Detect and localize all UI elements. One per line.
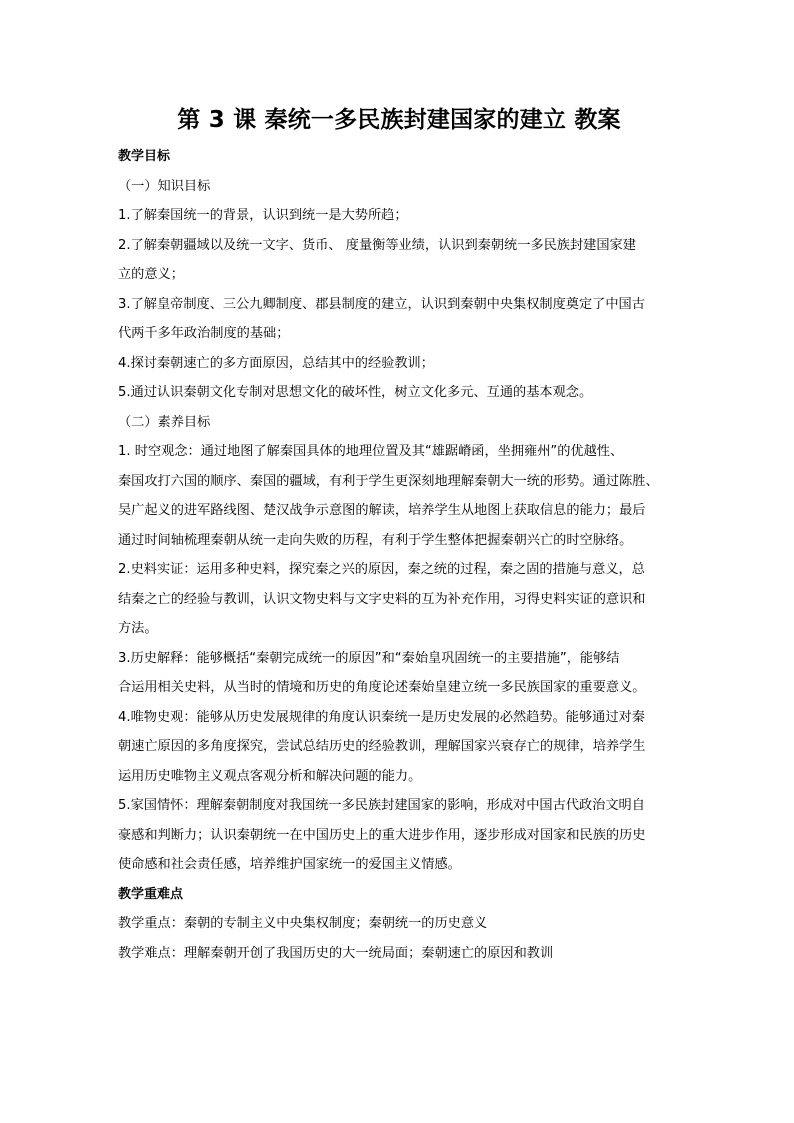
body-text-line: 教学难点：理解秦朝开创了我国历史的大一统局面；秦朝速亡的原因和教训 [118,945,554,961]
section-heading: 教学重难点 [118,886,184,902]
body-text-line: 3.了解皇帝制度、三公九卿制度、郡县制度的建立，认识到秦朝中央集权制度奠定了中国古 [118,296,645,312]
body-text-line: 秦国攻打六国的顺序、秦国的疆域，有利于学生更深刻地理解秦朝大一统的形势。通过陈胜、 [118,473,659,489]
body-text-line: 朝速亡原因的多角度探究，尝试总结历史的经验教训，理解国家兴衰存亡的规律，培养学生 [118,739,646,754]
body-text-line: 结秦之亡的经验与教训，认识文物史料与文字史料的互为补充作用，习得史料实证的意识和 [118,591,646,607]
section-heading: 教学目标 [118,149,171,164]
body-text-line: 5.家国情怀：理解秦朝制度对我国统一多民族封建国家的影响，形成对中国古代政治文明自 [118,798,645,813]
body-text-line: 合运用相关史料，从当时的情境和历史的角度论述秦始皇建立统一多民族国家的重要意义。 [118,680,646,695]
body-text-line: 代两千多年政治制度的基础； [118,326,290,341]
body-text-line: 立的意义； [118,267,184,282]
body-text-line: 1.了解秦国统一的背景，认识到统一是大势所趋； [118,208,408,223]
body-text-line: 使命感和社会责任感，培养维护国家统一的爱国主义情感。 [118,857,461,872]
body-text-line: 4.探讨秦朝速亡的多方面原因，总结其中的经验教训； [118,355,434,371]
document-body [118,142,680,968]
body-text-line: 3.历史解释：能够概括“秦朝完成统一的原因”和“秦始皇巩固统一的主要措施”，能够结 [118,650,620,666]
body-text-line: 通过时间轴梳理秦朝从统一走向失败的历程，有利于学生整体把握秦朝兴亡的时空脉络。 [118,532,633,548]
body-text-line: 4.唯物史观：能够从历史发展规律的角度认识秦统一是历史发展的必然趋势。能够通过对秦 [118,709,645,725]
body-text-line: 教学重点：秦朝的专制主义中央集权制度；秦朝统一的历史意义 [118,916,488,931]
body-text-line: 5.通过认识秦朝文化专制对思想文化的破坏性，树立文化多元、互通的基本观念。 [118,385,593,400]
body-text-line: 2.史料实证：运用多种史料，探究秦之兴的原因，秦之统的过程，秦之固的措施与意义，总 [118,562,645,577]
body-text-line: 吴广起义的进军路线图、楚汉战争示意图的解读，培养学生从地图上获取信息的能力；最后 [118,503,646,518]
subsection-heading: （一）知识目标 [118,178,211,194]
body-text-line: 2.了解秦朝疆域以及统一文字、货币、 度量衡等业绩，认识到秦朝统一多民族封建国家建 [118,237,636,253]
body-text-line: 1. 时空观念：通过地图了解秦国具体的地理位置及其“雄踞嵴函，坐拥雍州”的优越性、 [118,444,624,459]
document-title: 第 3 课 秦统一多民族封建国家的建立 教案 [177,107,621,133]
body-text-line: 运用历史唯物主义观点客观分析和解决问题的能力。 [118,768,422,784]
body-text-line: 豪感和判断力；认识秦朝统一在中国历史上的重大进步作用，逐步形成对国家和民族的历史 [118,827,646,843]
subsection-heading: （二）素养目标 [118,414,211,430]
body-text-line: 方法。 [118,621,158,636]
